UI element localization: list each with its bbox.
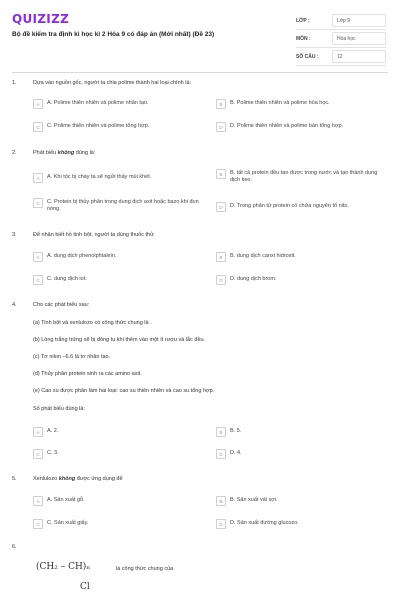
option-text: D. dung dịch brom. [230, 276, 277, 282]
meta-count-value: 12 [332, 50, 386, 63]
option-text: D. Polime thiên nhiên và polime bán tổng hợp. [230, 123, 344, 129]
question-number: 3. [12, 232, 17, 238]
option-c[interactable] [33, 276, 203, 285]
option-text: B. dung dịch canxi hidroxit. [230, 253, 296, 259]
option-letter-box: C [33, 519, 43, 529]
option-letter-box: B [216, 99, 226, 109]
option-letter-box: C [33, 122, 43, 132]
option-text: D. Trong phân tử protein có chứa nguyên tố nito. [230, 203, 349, 209]
header-divider [12, 72, 388, 73]
question-text: Cho các phát biểu sau: [33, 302, 90, 308]
option-letter-box: C [33, 198, 43, 208]
question-text: Dựa vào nguồn gốc, người ta chia polime thành hai loại chính là: [33, 80, 192, 86]
statement-e: (e) Cao su được phân làm hai loại: cao su thiên nhiên và cao su tổng hợp. [33, 388, 215, 394]
option-text: D. 4. [230, 450, 242, 456]
option-letter-box: B [216, 496, 226, 506]
meta-box [296, 12, 386, 66]
option-a[interactable] [33, 174, 203, 183]
option-c[interactable] [33, 520, 203, 529]
option-text: D. Sản xuất đường glucozo. [230, 520, 299, 526]
formula-substituent: Cl [80, 582, 90, 592]
meta-count-label: SỐ CÂU : [296, 53, 319, 60]
option-text: C. 3. [47, 450, 59, 456]
option-letter-box: A [33, 496, 43, 506]
option-c[interactable] [33, 450, 203, 459]
option-text: A. Polime thiên nhiên và polime nhân tạo. [47, 100, 149, 106]
option-text: C. Protein bị thủy phân trong dung dịch axit hoặc bazo khi đun nóng. [47, 199, 199, 212]
option-a[interactable] [33, 497, 203, 506]
option-text: A. Khi tóc bị cháy ta sẽ ngửi thấy mùi khét. [47, 174, 152, 180]
option-b[interactable] [216, 170, 386, 184]
option-c[interactable] [33, 123, 203, 132]
meta-subject-value: Hóa học [332, 32, 386, 45]
option-b[interactable] [216, 428, 386, 437]
option-d[interactable] [216, 276, 386, 285]
option-text: A. 2. [47, 428, 59, 434]
option-a[interactable] [33, 253, 203, 262]
option-b[interactable] [216, 253, 386, 262]
option-letter-box: A [33, 427, 43, 437]
option-c[interactable] [33, 199, 203, 213]
option-letter-box: C [33, 449, 43, 459]
question-number: 2. [12, 150, 17, 156]
statement-b: (b) Lòng trắng trứng sẽ bị đông tụ khi thêm vào một ít rượu và lắc đều. [33, 337, 206, 343]
formula-main: (CH₂ – CH)ₙ [36, 562, 91, 572]
emphasis-word: không [58, 476, 76, 482]
meta-class-row [296, 12, 386, 30]
quizizz-logo: QUIZIZZ [12, 12, 70, 26]
document-title: Bộ đề kiểm tra định kì học kì 2 Hóa 9 có đáp án (Mới nhất) (Đề 23) [12, 31, 215, 38]
option-text: C. dung dịch iot. [47, 276, 87, 282]
option-letter-box: D [216, 519, 226, 529]
option-a[interactable] [33, 428, 203, 437]
question-number: 4. [12, 302, 17, 308]
option-letter-box: C [33, 275, 43, 285]
option-letter-box: A [33, 99, 43, 109]
option-letter-box: B [216, 169, 226, 179]
option-text: B. tất cả protein đều tan được trong nước và tạo thành dung dịch keo. [230, 170, 378, 183]
option-text: C. Sản xuất giấy. [47, 520, 89, 526]
option-text: B. 5. [230, 428, 242, 434]
statement-a: (a) Tinh bột và xenlulozo có công thức chung là . [33, 320, 152, 326]
option-letter-box: D [216, 122, 226, 132]
meta-class-label: LỚP : [296, 17, 310, 24]
option-text: B. Sản xuất vải sợi. [230, 497, 278, 503]
option-d[interactable] [216, 123, 386, 132]
option-d[interactable] [216, 520, 386, 529]
option-a[interactable] [33, 100, 203, 109]
option-text: A. dung dịch phenolphtalein. [47, 253, 117, 259]
option-b[interactable] [216, 100, 386, 109]
statement-d: (d) Thủy phân protein sinh ra các amino axit. [33, 371, 142, 377]
meta-count-row [296, 48, 386, 66]
meta-class-value: Lớp 9 [332, 14, 386, 27]
statement-c: (c) Tơ nilon –6.6 là tơ nhân tạo. [33, 354, 111, 360]
option-letter-box: D [216, 275, 226, 285]
emphasis-word: không [57, 150, 75, 156]
meta-subject-row [296, 30, 386, 48]
option-letter-box: D [216, 202, 226, 212]
option-b[interactable] [216, 497, 386, 506]
option-text: B. Polime thiên nhiên và polime hóa học. [230, 100, 330, 106]
option-text: A. Sản xuất gỗ. [47, 497, 85, 503]
option-letter-box: D [216, 449, 226, 459]
question-text: Phát biểu không đúng là: [33, 150, 96, 156]
formula-caption: là công thức chung của [116, 566, 174, 572]
meta-subject-label: MÔN : [296, 35, 311, 42]
option-letter-box: A [33, 252, 43, 262]
question-text: Xenlulozo không được ứng dụng để [33, 476, 123, 482]
question-number: 6. [12, 544, 17, 550]
option-letter-box: B [216, 427, 226, 437]
question-number: 5. [12, 476, 17, 482]
question-text: Để nhận biết hồ tinh bột, người ta dùng thuốc thử [33, 232, 154, 238]
worksheet-header [0, 0, 400, 75]
option-text: C. Polime thiên nhiên và polime tổng hợp. [47, 123, 150, 129]
question-subprompt: Số phát biểu đúng là: [33, 406, 85, 412]
option-d[interactable] [216, 203, 386, 212]
option-letter-box: A [33, 173, 43, 183]
option-d[interactable] [216, 450, 386, 459]
question-number: 1. [12, 80, 17, 86]
option-letter-box: B [216, 252, 226, 262]
